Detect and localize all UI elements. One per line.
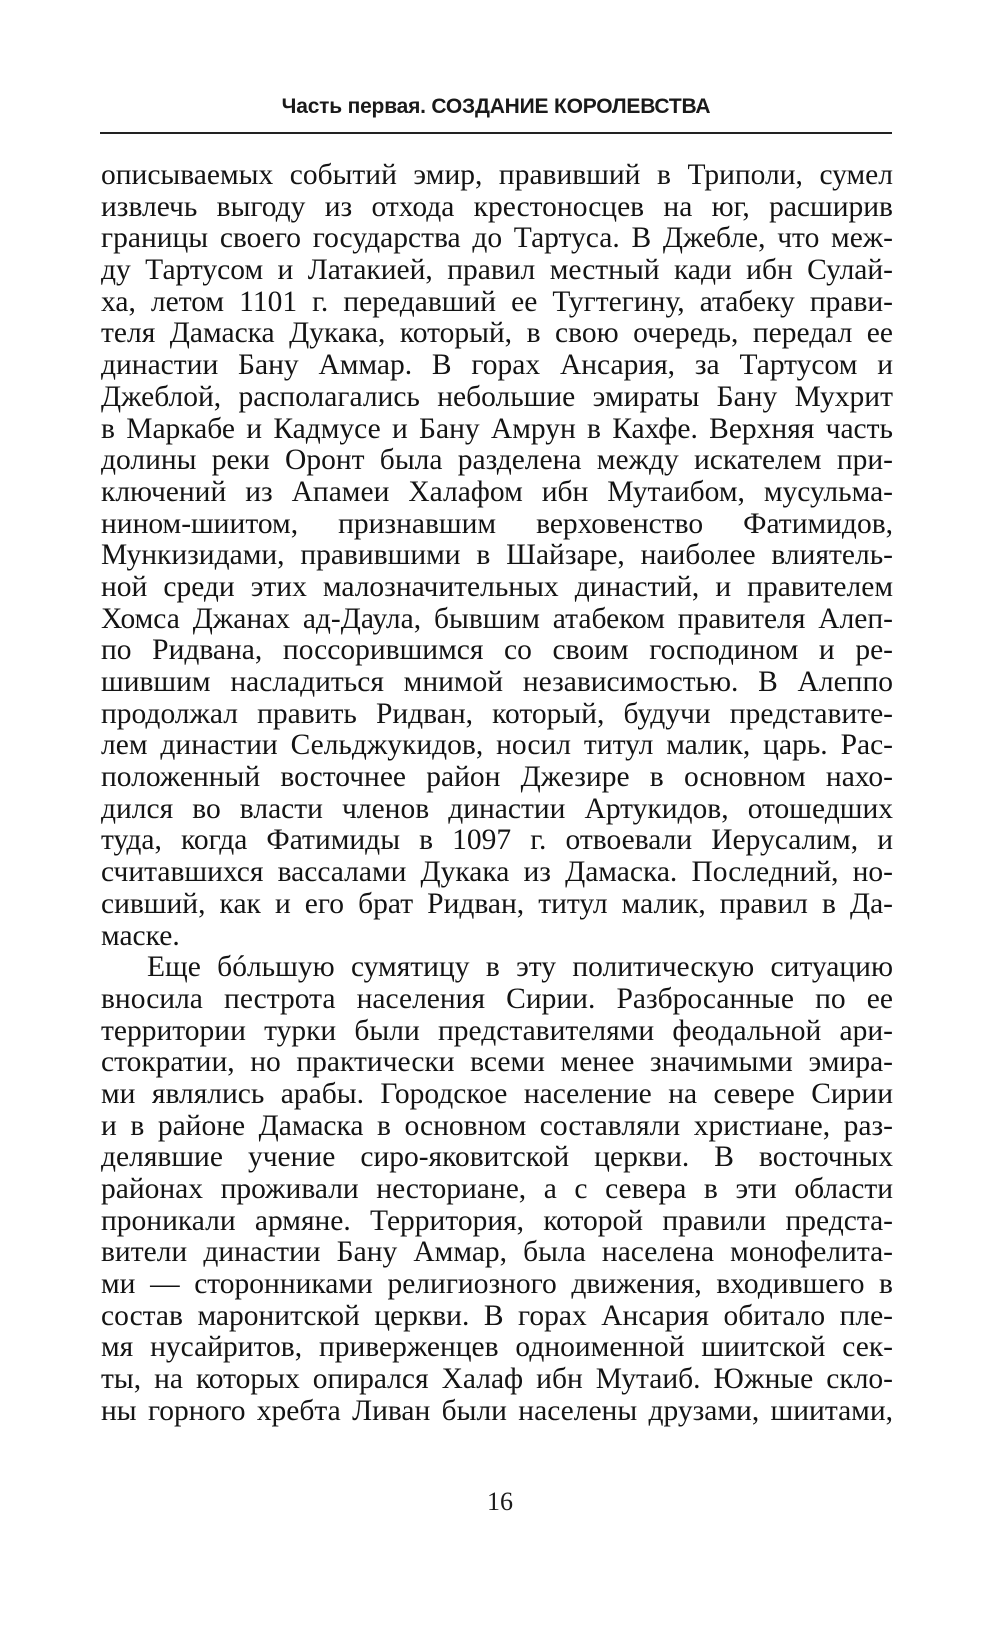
header-rule [100,132,892,134]
page-number: 16 [487,1487,513,1516]
text-line: границы своего государства до Тартуса. В Джебле, что меж- [101,222,893,255]
text-line: стократии, но практически всеми менее значимыми эмира- [101,1046,893,1079]
text-line: нином-шиитом, признавшим верховенство Фатимидов, [101,507,893,540]
text-line: шившим насладиться мнимой независимостью. В Алеппо [101,666,893,698]
text-line: состав маронитской церкви. В горах Ансария обитало пле- [101,1299,893,1332]
text-line: династии Бану Аммар. В горах Ансария, за Тартусом и [101,349,893,382]
running-header: Часть первая. СОЗДАНИЕ КОРОЛЕВСТВА [281,95,711,118]
text-line: ны горного хребта Ливан были населены друзами, шиитами, [101,1394,893,1427]
text-line: проникали армяне. Территория, которой правили предста- [101,1204,893,1237]
text-line: ми — сторонниками религиозного движения, входившего в [101,1268,893,1301]
text-line: мя нусайритов, приверженцев одноименной шиитской сек- [101,1331,893,1364]
text-line: положенный восточнее район Джезире в основном нахо- [101,761,893,794]
text-line: ты, на которых опирался Халаф ибн Мутаиб. Южные скло- [101,1363,893,1396]
page-body [101,160,893,1428]
text-line: ной среди этих малозначительных династий, и правителем [101,570,893,603]
text-line: Мункизидами, правившими в Шайзаре, наиболее влиятель- [101,539,893,572]
text-line: ду Тартусом и Латакией, правил местный кади ибн Сулай- [101,254,893,287]
text-line: вители династии Бану Аммар, была населена монофелита- [101,1236,893,1269]
text-line: в Маркабе и Кадмусе и Бану Амрун в Кахфе. Верхняя часть [101,412,893,445]
text-line: считавшихся вассалами Дукака из Дамаска. Последний, но- [101,856,893,889]
paragraph [101,952,893,1427]
text-line: лем династии Сельджукидов, носил титул малик, царь. Рас- [101,729,893,762]
text-line: и в районе Дамаска в основном составляли христиане, раз- [101,1109,893,1142]
text-line: извлечь выгоду из отхода крестоносцев на юг, расширив [101,190,893,223]
text-line: территории турки были представителями феодальной ари- [101,1014,893,1047]
text-line: продолжал править Ридван, который, будучи представите- [101,697,893,730]
text-line: ха, летом 1101 г. передавший ее Тугтегину, атабеку прави- [101,285,893,318]
text-line: туда, когда Фатимиды в 1097 г. отвоевали Иерусалим, и [101,824,893,857]
text-line: дился во власти членов династии Артукидов, отошедших [101,792,893,825]
text-line: делявшие учение сиро-яковитской церкви. В восточных [101,1141,893,1174]
text-line: ми являлись арабы. Городское население на севере Сирии [101,1077,893,1110]
text-line: вносила пестрота населения Сирии. Разбросанные по ее [101,982,893,1015]
text-line: Джеблой, располагались небольшие эмираты Бану Мухрит [101,380,893,413]
text-line: долины реки Оронт была разделена между искателем при- [101,444,893,477]
text-line: ключений из Апамеи Халафом ибн Мутаибом, мусульма- [101,475,893,508]
text-line: районах проживали несториане, а с севера в эти области [101,1173,893,1205]
text-line: Хомса Джанах ад-Даула, бывшим атабеком правителя Алеп- [101,602,893,635]
text-line: маске. [101,919,180,952]
paragraph [101,160,893,952]
text-line: теля Дамаска Дукака, который, в свою очередь, передал ее [101,317,893,350]
text-line: описываемых событий эмир, правивший в Триполи, сумел [101,159,893,191]
text-line: сивший, как и его брат Ридван, титул малик, правил в Да- [101,887,893,920]
text-line: по Ридвана, поссорившимся со своим господином и ре- [101,634,893,667]
text-line: Еще бóльшую сумятицу в эту политическую ситуацию [147,951,893,984]
